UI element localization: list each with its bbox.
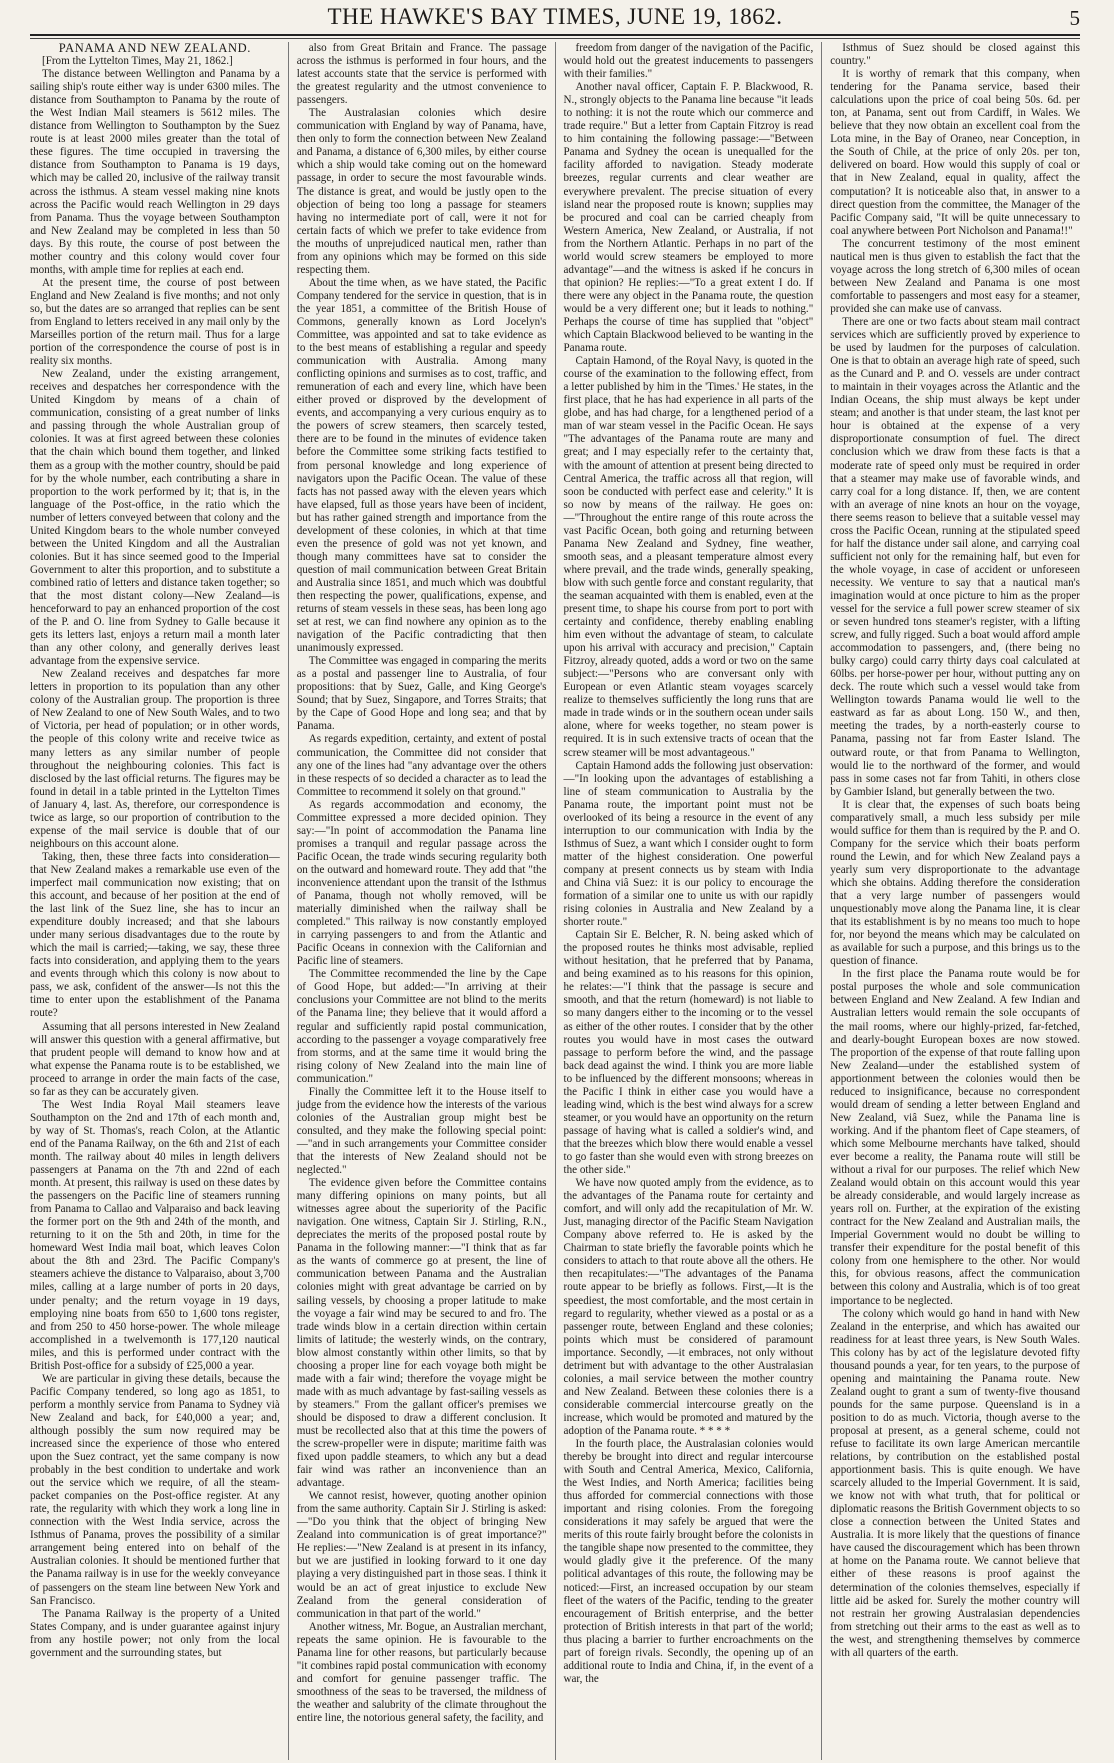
article-paragraph: Assuming that all persons interested in New Zealand will answer this question with a general affirmative, but that prudent people will demand to know how and at what expense the Panama route is to be established, we proceed to arrange in order the main facts of the case, so far as they can be accurately given. — [30, 1020, 280, 1098]
article-paragraph: At the present time, the course of post between England and New Zealand is five months; and not only so, but the dates are so arranged that replies can be sent from England to letters received in any mail only by the Marseilles portion of the return mail. Thus for a large portion of the correspondence the course of post is in reality six months. — [30, 276, 280, 368]
column-4 — [822, 42, 1080, 1760]
article-paragraph: We have now quoted amply from the evidence, as to the advantages of the Panama route for certainty and comfort, and will only add the recapitulation of Mr. W. Just, managing director of the Pacific Steam Navigation Company above referred to. He is asked by the Chairman to state briefly the favorable points which he considers to attach to that route above all the others. He then recapitulates:—"The advantages of the Panama route appear to be briefly as follows. First,—It is the speediest, the most comfortable, and the most certain in regard to regularity, whether viewed as a postal or as a passenger route, between England and these colonies; points which must be considered of paramount importance. Secondly, —it embraces, not only without detriment but with advantage to the other Australasian colonies, a mail service between the mother country and New Zealand. Between these colonies there is a considerable commercial intercourse greatly on the increase, which would be promoted and matured by the adoption of the Panama route. * * * * — [563, 1177, 814, 1437]
article-paragraph: Captain Sir E. Belcher, R. N. being asked which of the proposed routes he thinks most advisable, replied without hesitation, that he preferred that by Panama, and being examined as to his reasons for this opinion, he relates:—"I think that the passage is secure and smooth, and that the return (homeward) is not liable to so many dangers either to the incoming or to the vessel as either of the other routes. I consider that by the other routes you would have in most cases the outward passage to perform before the wind, and the passage back dead against the wind. I think you are more liable to be influenced by the different monsoons; whereas in the Pacific I think in either case you would have a leading wind, which is the best wind always for a screw steamer, or you would have an opportunity on the return passage of having what is called a soldier's wind, and that the breezes which blow there would enable a vessel to go faster than she would even with strong breezes on the other side." — [563, 929, 814, 1177]
article-source: [From the Lyttelton Times, May 21, 1862.] — [42, 55, 233, 68]
article-paragraph: As regards accommodation and economy, the Committee expressed a more decided opinion. They say:—"In point of accommodation the Panama line promises a tranquil and regular passage across the Pacific Ocean, the trade winds securing regularity both on the outward and homeward route. They add that "the inconvenience attendant upon the transit of the Isthmus of Panama, though not wholly removed, will be materially diminished when the railway shall be completed." This railway is now constantly employed in carrying passengers to and from the Atlantic and Pacific Oceans in connexion with the Californian and Pacific line of steamers. — [296, 798, 547, 968]
column-2 — [289, 42, 556, 1760]
article-paragraph: New Zealand receives and despatches far more letters in proportion to its population than any other colony of the Australian group. The proportion is three of New Zealand to one of New South Wales, and to two of Victoria, per head of population; or in other words, the people of this colony write and receive twice as many letters as any similar number of people throughout the neighbouring colonies. This fact is disclosed by the last official returns. The figures may be found in detail in a table printed in the Lyttelton Times of January 4, last. As, therefore, our correspondence is twice as large, so our proportion of contribution to the expense of the mail service is double that of our neighbours on this account alone. — [30, 668, 280, 850]
article-paragraph: Captain Hamond adds the following just observation:—"In looking upon the advantages of establishing a line of steam communication to Australia by the Panama route, the important point must not be overlooked of its being a resource in the event of any interruption to our communication with India by the Isthmus of Suez, a want which I consider ought to form matter of the highest consideration. One powerful company at present connects us by steam with India and China viâ Suez: it is our policy to encourage the formation of a similar one to unite us with our rapidly rising colonies in Australia and New Zealand by a shorter route." — [563, 759, 814, 929]
article-paragraph: There are one or two facts about steam mail contract services which are sufficiently proved by experience to be used by laudmen for the purposes of calculation. One is that to obtain an average high rate of speed, such as the Cunard and P. and O. vessels are under contract to maintain in their voyages across the Atlantic and the Indian Oceans, the ship must always be kept under steam; and another is that under steam, the last knot per hour is obtained at the expense of a very disproportionate consumption of fuel. The direct conclusion which we draw from these facts is that a moderate rate of speed only must be required in order that a steamer may make use of favorable winds, and carry coal for a long distance. If, then, we are content with an average of nine knots an hour on the voyage, there seems reason to believe that a suitable vessel may cross the Pacific Ocean, running at the stipulated speed for half the distance under sail alone, and carrying coal sufficient not only for the remaining half, but even for the whole voyage, in case of accident or unforeseen necessity. We venture to say that a nautical man's imagination would at once picture to him as the proper vessel for the service a full power screw steamer of six or seven hundred tons steamer's register, with a lifting screw, and fully rigged. Such a boat would afford ample accommodation to passengers, and, (there being no bulky cargo) could carry thirty days coal calculated at 60lbs. per horse-power per hour, without putting any on deck. The route which such a vessel would take from Wellington towards Panama would lie well to the eastward as far as about Long. 150 W., and then, meeting the trades, by a north-easterly course to Panama, passing not far from Easter Island. The outward route, or that from Panama to Wellington, would lie to the northward of the former, and would pass in some cases not far from Tahiti, in others close by Gambier Island, but generally between the two. — [830, 315, 1080, 798]
article-paragraph: The Committee recommended the line by the Cape of Good Hope, but added:—"In arriving at their conclusions your Committee are not blind to the merits of the Panama line; they believe that it would afford a regular and sufficiently rapid postal communication, according to the passenger a voyage comparatively free from storms, and at the same time it would bring the rising colony of New Zealand into the main line of communication." — [296, 968, 547, 1085]
article-paragraph: Another naval officer, Captain F. P. Blackwood, R. N., strongly objects to the Panama line because "it leads to nothing: it is not the route which our commerce and trade require." But a letter from Captain Fitzroy is read to him containing the following passage:—"Between Panama and Sydney the ocean is unequalled for the facility afforded to navigation. Steady moderate breezes, regular currents and clear weather are everywhere prevalent. The precise situation of every island near the proposed route is known; supplies may be procured and coal can be carried cheaply from Western America, New Zealand, or Australia, if not from the Northern Atlantic. Perhaps in no part of the world would screw steamers be employed to more advantage"—and the witness is asked if he concurs in that opinion? He replies:—"To a great extent I do. If there were any object in the Panama route, the question would be a very different one; but it leads to nothing." Perhaps the course of time has supplied that "object" which Captain Blackwood believed to be wanting in the Panama route. — [563, 81, 814, 355]
article-paragraph: It is clear that, the expenses of such boats being comparatively small, a much less subsidy per mile would suffice for them than is required by the P. and O. Company for the service which their boats perform round the Lewin, and for which New Zealand pays a yearly sum very disproportionate to the advantage which she obtains. Adding therefore the consideration that a very large number of passengers would unquestionably move along the Panama line, it is clear that its establishment is by no means too much to hope for, nor beyond the means which may be calculated on as available for such a purpose, and this brings us to the question of finance. — [830, 798, 1080, 968]
article-paragraph: The evidence given before the Committee contains many differing opinions on many points, but all witnesses agree about the superiority of the Pacific navigation. One witness, Captain Sir J. Stirling, R.N., depreciates the merits of the proposed postal route by Panama in the following manner:—"I think that as far as the wants of commerce go at present, the line of communication between Panama and the Australian colonies might with great advantage be carried on by sailing vessels, by choosing a proper latitude to make the voyage a fair wind may be secured to and fro. The trade winds blow in a certain direction within certain limits of latitude; the westerly winds, on the contrary, blow almost constantly within other limits, so that by choosing a proper line for each voyage both might be made with a fair wind; therefore the voyage might be made with as much advantage by fast-sailing vessels as by steamers." From the gallant officer's premises we should be disposed to draw a different conclusion. It must be recollected also that at this time the powers of the screw-propeller were in dispute; maritime faith was fixed upon paddle steamers, to which any but a dead fair wind was rather an inconvenience than an advantage. — [296, 1177, 547, 1490]
article-paragraph: The West India Royal Mail steamers leave Southampton on the 2nd and 17th of each month and, by way of St. Thomas's, reach Colon, at the Atlantic end of the Panama Railway, on the 6th and 21st of each month. The railway about 40 miles in length delivers passengers at Panama on the 7th and 22nd of each month. At present, this railway is used on these dates by the passengers on the Pacific line of steamers running from Panama to Callao and Valparaiso and back leaving the former port on the 9th and 24th of the month, and returning to it on the 5th and 20th, in time for the homeward West India mail boat, which leaves Colon about the 8th and 23rd. The Pacific Company's steamers achieve the distance to Valparaiso, about 3,700 miles, calling at a large number of ports in 20 days, under penalty; and the return voyage in 19 days, employing nine boats from 650 to 1,600 tons register, and from 250 to 450 horse-power. The whole mileage accomplished in a twelvemonth is 177,120 nautical miles, and this is performed under contract with the British Post-office for a subsidy of £25,000 a year. — [30, 1098, 280, 1372]
article-paragraph: Another witness, Mr. Bogue, an Australian merchant, repeats the same opinion. He is favourable to the Panama line for other reasons, but particularly because "it combines rapid postal communication with economy and comfort for genuine passenger traffic. The smoothness of the seas to be traversed, the mildness of the weather and salubrity of the climate throughout the entire line, the notorious general safety, the facility, and — [296, 1620, 547, 1724]
article-paragraph: We cannot resist, however, quoting another opinion from the same authority. Captain Sir J. Stirling is asked:—"Do you think that the object of bringing New Zealand into communication is of great importance?" He replies:—"New Zealand is at present in its infancy, but we are justified in looking forward to it one day playing a very distinguished part in those seas. I think it would be an act of great injustice to exclude New Zealand from the general consideration of communication in that part of the world." — [296, 1490, 547, 1620]
column-1 — [30, 42, 289, 1760]
column-3 — [556, 42, 823, 1760]
article-paragraph: The Panama Railway is the property of a United States Company, and is under guarantee against injury from any hostile power; not only from the local government and the surrounding states, but — [30, 1607, 280, 1659]
masthead-rule-thin — [30, 38, 1080, 39]
article-paragraph: The concurrent testimony of the most eminent nautical men is thus given to establish the fact that the voyage across the long stretch of 6,300 miles of ocean between New Zealand and Panama is one most comfortable to passengers and most easy for a steamer, provided she can make use of canvass. — [830, 237, 1080, 315]
page-number: 5 — [1069, 6, 1080, 30]
article-paragraph: New Zealand, under the existing arrangement, receives and despatches her correspondence with the United Kingdom by means of a chain of communication, consisting of a great number of links and passing through the whole Australian group of colonies. It was at first agreed between these colonies that the chain which bound them together, and linked them as a group with the mother country, should be paid for by the whole number, each contributing a share in proportion to the work performed by it; that is, in the language of the Post-office, in the ratio which the number of letters conveyed between that colony and the United Kingdom bears to the whole number conveyed between the United Kingdom and all the Australian colonies. But it has since seemed good to the Imperial Government to alter this proportion, and to substitute a combined ratio of letters and distance taken together; so that the most distant colony—New Zealand—is henceforward to pay an enhanced proportion of the cost of the P. and O. line from Sydney to Galle because it gets its letters last, enjoys a return mail a month later than any other colony, and generally derives least advantage from the expensive service. — [30, 368, 280, 668]
article-paragraph: also from Great Britain and France. The passage across the isthmus is performed in four hours, and the latest accounts state that the service is performed with the greatest regularity and the utmost convenience to passengers. — [296, 42, 547, 107]
article-paragraph: The distance between Wellington and Panama by a sailing ship's route either way is under 6300 miles. The distance from Southampton to Panama by the route of the West Indian Mail steamers is 5612 miles. The distance from Wellington to Southampton by the Suez route is at least 2000 miles greater than the total of these figures. The time occupied in traversing the distance from Southampton to Panama is 19 days, which may be called 20, inclusive of the railway transit across the isthmus. A steam vessel making nine knots across the Pacific would reach Wellington in 29 days from Panama. Thus the voyage between Southampton and New Zealand may be completed in less than 50 days. By this route, the course of post between the mother country and this colony would cover four months, with ample time for replies at each end. — [30, 68, 280, 276]
article-paragraph: The Australasian colonies which desire communication with England by way of Panama, have, then only to form the connection between New Zealand and Panama, a distance of 6,300 miles, by either course which a ship would take coming out on the homeward passage, in order to secure the most favourable winds. The distance is great, and would be justly open to the objection of being too long a passage for steamers having no intermediate port of call, were it not for certain facts of which we prefer to take evidence from the mouths of unprejudiced nautical men, rather than from any opinions which may be formed on this side respecting them. — [296, 107, 547, 276]
article-paragraph: Finally the Committee left it to the House itself to judge from the evidence how the interests of the various colonies of the Australian group might best be consulted, and they make the following special point:—"and in such arrangements your Committee consider that the interests of New Zealand should not be neglected." — [296, 1085, 547, 1177]
article-paragraph: It is worthy of remark that this company, when tendering for the Panama service, based their calculations upon the price of coal being 50s. 6d. per ton, at Panama, sent out from Cardiff, in Wales. We believe that they now obtain an excellent coal from the Lota mine, in the Bay of Oraneo, near Conception, in the South of Chile, at the price of only 20s. per ton, delivered on board. How would this supply of coal or that in New Zealand, equal in quality, affect the computation? It is noticeable also that, in answer to a direct question from the committee, the Manager of the Pacific Company said, "It will be quite unnecessary to coal anywhere between Port Nicholson and Panama!!" — [830, 68, 1080, 237]
article-paragraph: We are particular in giving these details, because the Pacific Company tendered, so long ago as 1851, to perform a monthly service from Panama to Sydney vià New Zealand and back, for £40,000 a year; and, although possibly the sum now required may be increased since the experience of those who entered upon the Suez contract, yet the same company is now probably in the best condition to undertake and work out the service which we require, of all the steam-packet companies on the Post-office register. At any rate, the regularity with which they work a long line in connection with the West India service, across the Isthmus of Panama, proves the possibility of a similar arrangement being entered into on behalf of the Australian colonies. It should be mentioned further that the Panama railway is in use for the weekly conveyance of passengers on the steam line between New York and San Francisco. — [30, 1372, 280, 1607]
masthead-title: THE HAWKE'S BAY TIMES, JUNE 19, 1862. — [327, 4, 783, 29]
article-paragraph: About the time when, as we have stated, the Pacific Company tendered for the service in question, that is in the year 1851, a committee of the British House of Commons, generally known as Lord Jocelyn's Committee, was appointed and sat to take evidence as to the best means of establishing a regular and speedy communication with Australia. Among many conflicting opinions and surmises as to cost, traffic, and remuneration of each and every line, which have been either proved or disproved by the development of events, and accompanying a very curious enquiry as to the powers of screw steamers, then scarcely tested, there are to be found in the minutes of evidence taken before the Committee some striking facts testified to from personal knowledge and long experience of navigators upon the Pacific Ocean. The value of these facts has not passed away with the eleven years which have elapsed, full as those years have been of incident, but has rather gained strength and importance from the development of these colonies, in which at that time even the presence of gold was not yet known, and though many committees have sat to consider the question of mail communication between Great Britain and Australia since 1851, and much which was doubtful then respecting the power, qualifications, expense, and returns of steam vessels in these seas, has been long ago set at rest, we can find nowhere any opinion as to the navigation of the Pacific contradicting that then unanimously expressed. — [296, 276, 547, 655]
article-headline: PANAMA AND NEW ZEALAND. — [58, 42, 252, 55]
article-paragraph: Taking, then, these three facts into consideration—that New Zealand makes a remarkable use even of the imperfect mail communication now existing; that on this account, and because of her position at the end of the last link of the Suez line, she has to incur an expenditure doubly increased; and that she labours under many serious disadvantages due to the route by which the mail is carried;—taking, we say, these three facts into consideration, and applying them to the years and events through which this colony is now about to pass, we ask, confident of the answer—Is not this the time to enter upon the establishment of the Panama route? — [30, 850, 280, 1020]
article-paragraph: In the first place the Panama route would be for postal purposes the whole and sole communication between England and New Zealand. A few Indian and Australian letters would remain the sole occupants of the mail rooms, where our highly-prized, far-fetched, and dearly-bought European boxes are now stowed. The proportion of the expense of that route falling upon New Zealand—under the established system of apportionment between the colonies would then be reduced to insignificance, because no correspondent would dream of sending a letter between England and New Zealand, viâ Suez, while the Panama line is working. And if the phantom fleet of Cape steamers, of which some Melbourne merchants have talked, should ever become a reality, the Panama route will still be without a rival for our purposes. The relief which New Zealand would obtain on this account would this year be already considerable, and would largely increase as years roll on. Further, at the expiration of the existing contract for the New Zealand and Australian mails, the Imperial Government would no doubt be willing to transfer their expenditure for the postal benefit of this colony from one hemisphere to the other. Nor would this, for obvious reasons, affect the communication between this colony and Australia, which is of too great importance to be neglected. — [830, 968, 1080, 1307]
article-paragraph: The colony which would go hand in hand with New Zealand in the enterprise, and which has awaited our readiness for at least three years, is New South Wales. This colony has by act of the legislature devoted fifty thousand pounds a year, for ten years, to the purpose of opening and maintaining the Panama route. New Zealand ought to grant a sum of twenty-five thousand pounds for the same purpose. Queensland is in a position to do as much. Victoria, though averse to the proposal at present, as a general scheme, could not refuse to facilitate its own large American mercantile relations, by contribution on the established postal apportionment basis. This is quite enough. We have scarcely alluded to the Imperial Government. It is said, we know not with what truth, that for political or diplomatic reasons the British Government objects to so close a connection between the United States and Australia. It is more likely that the questions of finance have caused the discouragement which has been thrown at home on the Panama route. We cannot believe that either of these reasons is proof against the determination of the colonies themselves, especially if little aid be asked for. Surely the mother country will not restrain her growing Australasian dependencies from stretching out their arms to the east as well as to the west, and strengthening themselves by commerce with all quarters of the earth. — [830, 1307, 1080, 1659]
article-paragraph: freedom from danger of the navigation of the Pacific, would hold out the greatest inducements to passengers with their families." — [563, 42, 814, 81]
article-paragraph: Captain Hamond, of the Royal Navy, is quoted in the course of the examination to the following effect, from a letter published by him in the 'Times.' He states, in the first place, that he has had experience in all parts of the globe, and has had charge, for a lengthened period of a man of war steam vessel in the Pacific Ocean. He says "The advantages of the Panama route are many and great; and I may especially refer to the certainty that, with the amount of attention at present being directed to Central America, the traffic across all that region, will soon be conducted with perfect ease and celerity." It is so now by means of the railway. He goes on:—"Throughout the entire range of this route across the vast Pacific Ocean, both going and returning between Panama New Zealand and Sydney, fine weather, smooth seas, and a pleasant temperature almost every where prevail, and the trade winds, generally speaking, blow with such gentle force and constant regularity, that the seaman acquainted with them is enabled, even at the present time, to shape his course from port to port with certainty and confidence, thereby enabling enabling him even without the advantage of steam, to calculate upon his arrival with accuracy and precision," Captain Fitzroy, already quoted, adds a word or two on the same subject:—"Persons who are conversant only with European or even Atlantic steam voyages scarcely realize to themselves sufficiently the long runs that are made in trade winds or in the southern ocean under sails alone, where for weeks together, no steam power is required. It is in such extensive tracts of ocean that the screw steamer will be most advantageous." — [563, 355, 814, 759]
article-paragraph: The Committee was engaged in comparing the merits as a postal and passenger line to Australia, of four propositions: that by Suez, Galle, and King George's Sound; that by Suez, Singapore, and Torres Straits; that by the Cape of Good Hope and long sea; and that by Panama. — [296, 655, 547, 733]
article-paragraph: In the fourth place, the Australasian colonies would thereby be brought into direct and regular intercourse with South and Central America, Mexico, California, the West Indies, and North America; facilities being thus afforded for commercial connections with those important and rising colonies. From the foregoing considerations it may safely be argued that were the merits of this route fairly brought before the colonists in the tangible shape now presented to the committee, they would gladly give it the preference. Of the many political advantages of this route, the following may be noticed:—First, an increased occupation by our steam fleet of the waters of the Pacific, tending to the greater encouragement of British enterprise, and the better protection of British interests in that part of the world; thus placing a barrier to further encroachments on the part of foreign rivals. Secondly, the opening up of an additional route to India and China, if, in the event of a war, the — [563, 1438, 814, 1685]
masthead-rule — [30, 34, 1080, 36]
article-columns — [30, 42, 1080, 1760]
article-paragraph: As regards expedition, certainty, and extent of postal communication, the Committee did not consider that any one of the lines had "any advantage over the others in these respects of so decided a character as to lead the Committee to recommend it solely on that ground." — [296, 733, 547, 798]
article-paragraph: Isthmus of Suez should be closed against this country." — [830, 42, 1080, 68]
